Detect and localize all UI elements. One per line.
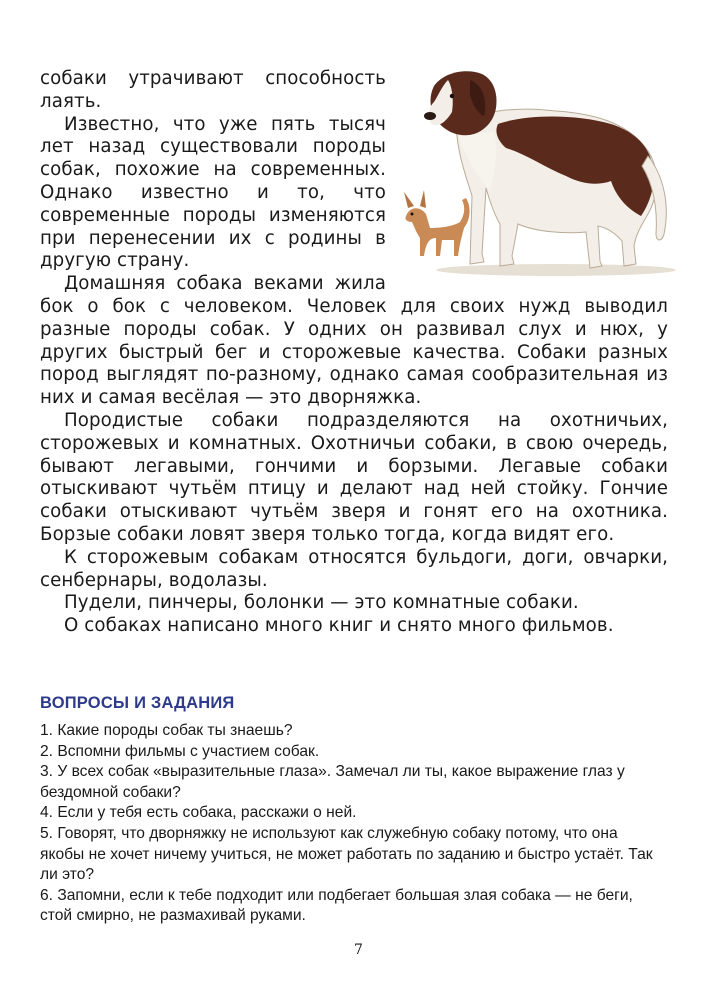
question-item: 3. У всех собак «выразительные глаза». Замечал ли ты, какое выражение глаз у бездомной собаки? (40, 763, 625, 801)
questions-list (40, 721, 660, 927)
question-item: 6. Запомни, если к тебе подходит или подбегает большая злая собака — не беги, стой смирно, не размахивай руками. (40, 886, 633, 925)
saint-bernard-and-chihuahua-image (386, 56, 678, 288)
question-item: 2. Вспомни фильмы с участием собак. (40, 742, 320, 760)
paragraph: Породистые собаки подразделяются на охотничьих, сторожевых и комнатных. Охотничьи собаки, в свою очередь, бывают легавыми, гончими и борзыми. Легавые собаки отыскивают чутьём птицу и делают над ней стойку. Гончие собаки отыскивают чутьём зверя и гонят его на охотника. Борзые собаки ловят зверя только тогда, когда видят его. (40, 409, 668, 545)
question-item: 4. Если у тебя есть собака, расскажи о ней. (40, 804, 357, 822)
dogs-illustration (386, 56, 678, 288)
paragraph: Пудели, пинчеры, болонки — это комнатные собаки. (64, 592, 579, 614)
chihuahua-figure (404, 190, 470, 256)
question-item: 5. Говорят, что дворняжку не используют как служебную собаку потому, что она якобы не хочет ничему учиться, не может работать по заданию и быстро устаёт. Так ли это? (40, 824, 653, 884)
question-item: 1. Какие породы собак ты знаешь? (40, 722, 293, 739)
paragraph: Известно, что уже пять тысяч лет назад существовали породы собак, похожие на современных. Однако известно и то, что современные породы изменяются при перенесении их с родины в другую страну. (40, 113, 386, 272)
paragraph: собаки утрачивают способность лаять. (40, 68, 386, 112)
paragraph: Домашняя собака веками жила бок о бок с человеком. Человек для своих нужд выводил разные породы собак. У одних он развивал слух и нюх, у других быстрый бег и сторожевые качества. Собаки разных пород выглядят по-разному, однако самая сообразительная из них и самая весёлая — это дворняжка. (40, 273, 668, 409)
questions-section (40, 694, 660, 927)
main-text (40, 68, 668, 638)
questions-heading: ВОПРОСЫ И ЗАДАНИЯ (40, 694, 235, 712)
paragraph: К сторожевым собакам относятся бульдоги, доги, овчарки, сенбернары, водолазы. (40, 546, 668, 591)
paragraph: О собаках написано много книг и снято много фильмов. (64, 615, 614, 637)
page-number: 7 (354, 942, 363, 958)
